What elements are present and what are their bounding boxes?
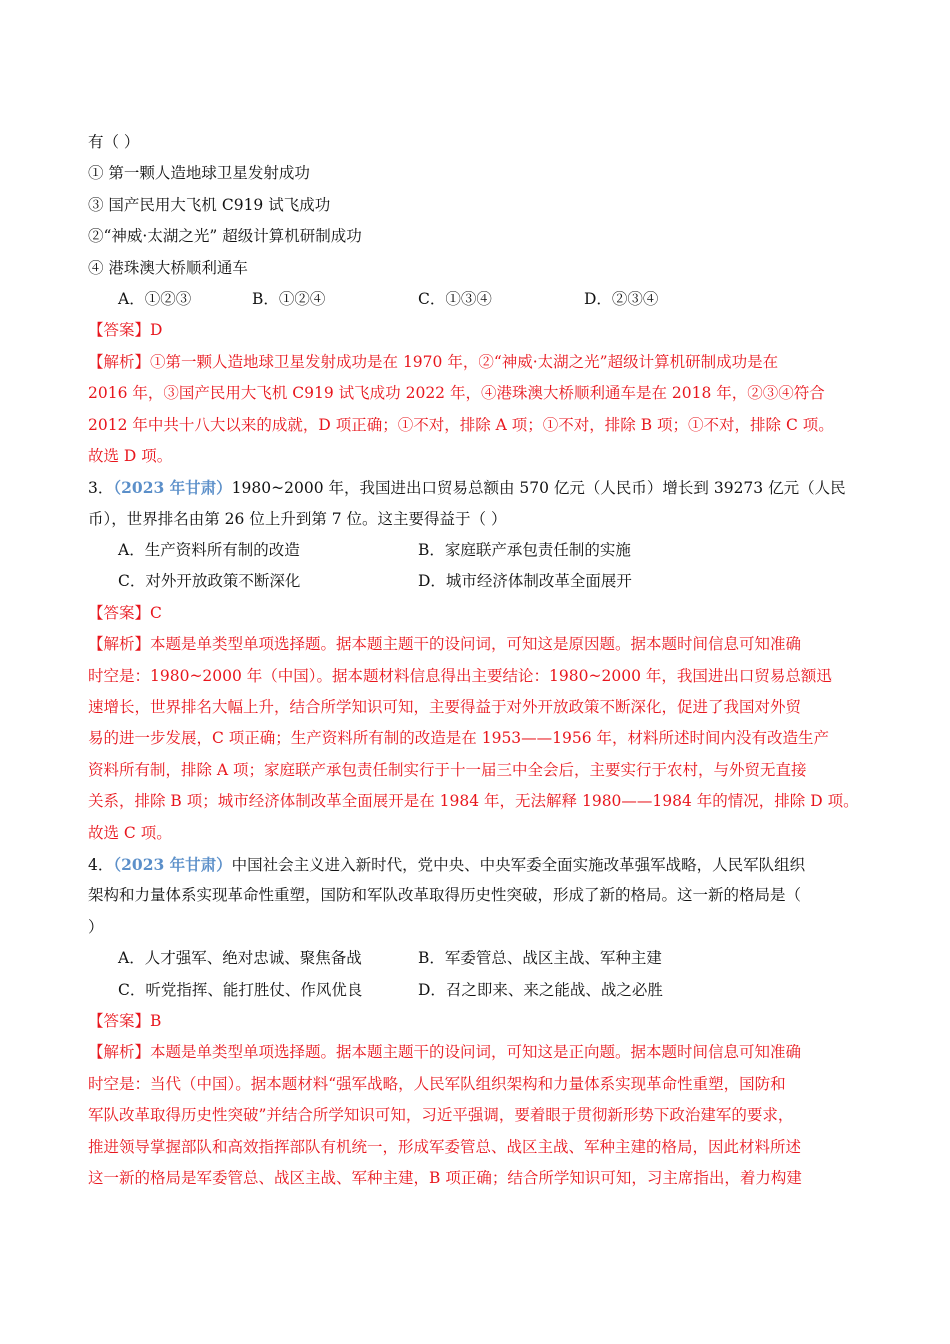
answer-label: 【答案】 [88,321,151,340]
q4-options-row [88,975,870,1006]
q2-item: ③ 国产民用大飞机 C919 试飞成功 [88,195,331,214]
q4-analysis-line: 时空是：当代（中国）。据本题材料“强军战略，人民军队组织架构和力量体系实现革命性重塑，国防和 [88,1074,786,1093]
q2-option-a: A．①②③ [118,289,192,308]
q4-analysis-line: 推进领导掌握部队和高效指挥部队有机统一，形成军委管总、战区主战、军种主建的格局，因此材料所述 [88,1137,802,1156]
q2-option-b: B．①②④ [252,289,326,308]
page-content [88,127,870,1194]
q4-analysis-line [88,1037,870,1068]
q4-option-c: C．听党指挥、能打胜仗、作风优良 [118,980,363,999]
q3-option-d: D．城市经济体制改革全面展开 [418,572,632,591]
q4-answer [88,1006,870,1037]
q2-option-d: D．②③④ [584,289,659,308]
analysis-label: 【解析】 [88,1043,151,1062]
q3-option-a: A．生产资料所有制的改造 [118,541,300,560]
answer-value: D [150,321,163,340]
answer-value: B [150,1011,162,1030]
q3-options-row [88,535,870,566]
q4-stem-line: 架构和力量体系实现革命性重塑，国防和军队改革取得历史性突破，形成了新的格局。这一新的格局是（ [88,886,802,905]
q4-stem-line: ） [88,917,104,936]
answer-label: 【答案】 [88,1011,151,1030]
q3-analysis-line: 速增长，世界排名大幅上升，结合所学知识可知，主要得益于对外开放政策不断深化，促进了我国对外贸 [88,698,802,717]
analysis-label: 【解析】 [88,635,151,654]
q2-options [88,284,870,315]
q3-analysis-line: 易的进一步发展，C 项正确；生产资料所有制的改造是在 1953——1956 年，材料所述时间内没有改造生产 [88,729,830,748]
q3-analysis-line: 时空是：1980~2000 年（中国）。据本题材料信息得出主要结论：1980~2000 年，我国进出口贸易总额迅 [88,666,832,685]
q2-analysis-line: 故选 D 项。 [88,446,173,465]
q3-options-row [88,566,870,597]
q2-item: ① 第一颗人造地球卫星发射成功 [88,164,310,183]
q3-source: （2023 年甘肃） [113,478,232,498]
q2-analysis-line: 2012 年中共十八大以来的成就，D 项正确；①不对，排除 A 项；①不对，排除 B 项；①不对，排除 C 项。 [88,415,834,434]
q2-analysis-line [88,347,870,378]
analysis-label: 【解析】 [88,352,151,371]
analysis-text: ①第一颗人造地球卫星发射成功是在 1970 年，②“神威·太湖之光”超级计算机研制成功是在 [150,352,779,371]
answer-value: C [150,603,162,622]
q4-number: 4． [88,855,114,874]
q4-option-b: B．军委管总、战区主战、军种主建 [418,949,662,968]
q2-item: ④ 港珠澳大桥顺利通车 [88,258,248,277]
q3-number: 3． [88,479,114,498]
analysis-text: 本题是单类型单项选择题。据本题主题干的设问词，可知这是正向题。据本题时间信息可知准确 [150,1043,802,1062]
q4-analysis-line: 这一新的格局是军委管总、战区主战、军种主建，B 项正确；结合所学知识可知，习主席指出，着力构建 [88,1168,802,1187]
q4-source: （2023 年甘肃） [113,854,232,874]
q2-option-c: C．①③④ [418,289,492,308]
analysis-text: 本题是单类型单项选择题。据本题主题干的设问词，可知这是原因题。据本题时间信息可知准确 [150,635,802,654]
q3-analysis-line [88,629,870,660]
q3-option-b: B．家庭联产承包责任制的实施 [418,541,631,560]
q2-stem-tail: 有（ ） [88,133,140,151]
q3-stem-text: 1980~2000 年，我国进出口贸易总额由 570 亿元（人民币）增长到 39273 亿元（人民 [231,479,846,498]
q4-analysis-line: 军队改革取得历史性突破”并结合所学知识可知，习近平强调，要着眼于贯彻新形势下政治建军的要求， [88,1106,794,1125]
q2-analysis-line: 2016 年，③国产民用大飞机 C919 试飞成功 2022 年，④港珠澳大桥顺利通车是在 2018 年，②③④符合 [88,384,825,403]
answer-label: 【答案】 [88,603,151,622]
q4-options-row [88,943,870,974]
q4-stem-line [88,849,870,880]
q3-analysis-line: 资料所有制，排除 A 项；家庭联产承包责任制实行于十一届三中全会后，主要实行于农村，与外贸无直接 [88,760,807,779]
q4-option-a: A．人才强军、绝对忠诚、聚焦备战 [118,949,362,968]
q3-stem-line [88,472,870,503]
q4-option-d: D．召之即来、来之能战、战之必胜 [418,980,663,999]
q3-analysis-line: 故选 C 项。 [88,823,172,842]
q3-option-c: C．对外开放政策不断深化 [118,572,301,591]
q3-stem-line: 币），世界排名由第 26 位上升到第 7 位。这主要得益于（ ） [88,509,507,528]
q3-answer [88,598,870,629]
q3-analysis-line: 关系，排除 B 项；城市经济体制改革全面展开是在 1984 年，无法解释 1980——1984 年的情况，排除 D 项。 [88,792,859,811]
q4-stem-text: 中国社会主义进入新时代，党中央、中央军委全面实施改革强军战略，人民军队组织 [231,855,806,874]
q2-answer [88,315,870,346]
q2-item: ②“神威·太湖之光” 超级计算机研制成功 [88,227,362,246]
